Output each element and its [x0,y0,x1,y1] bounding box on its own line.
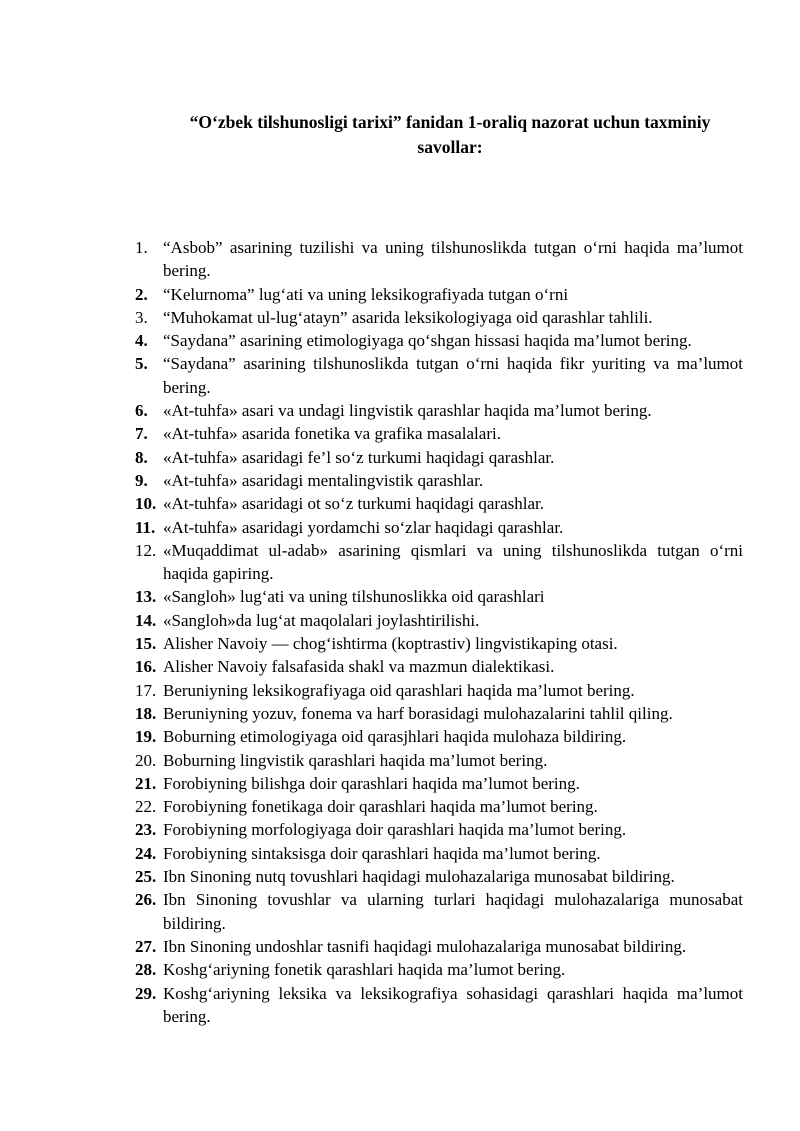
list-item [135,446,743,469]
list-item-number: 27. [135,936,157,956]
list-item-number: 20. [135,750,157,770]
list-item-number: 29. [135,983,157,1003]
list-item-number: 24. [135,843,157,863]
list-item-text: «At-tuhfa» asarida fonetika va grafika masalalari. [163,424,501,444]
list-item-text: Forobiyning fonetikaga doir qarashlari haqida ma’lumot bering. [163,797,598,817]
list-item [135,609,743,632]
list-item-text: «At-tuhfa» asari va undagi lingvistik qarashlar haqida ma’lumot bering. [163,401,652,421]
list-item-text: Boburning etimologiyaga oid qarasjhlari haqida mulohaza bildiring. [163,727,627,747]
list-item-number: 14. [135,610,157,630]
list-item-number: 6. [135,401,148,421]
list-item [135,795,743,818]
list-item-text: “Asbob” asarining tuzilishi va uning tilshunoslikda tutgan o‘rni haqida ma’lumot bering. [163,238,743,281]
list-item-number: 18. [135,703,157,723]
list-item-text: «At-tuhfa» asaridagi fe’l so‘z turkumi haqidagi qarashlar. [163,447,555,467]
list-item [135,632,743,655]
list-item-number: 5. [135,354,148,374]
list-item-number: 28. [135,960,157,980]
list-item-text: «At-tuhfa» asaridagi ot so‘z turkumi haqidagi qarashlar. [163,494,544,514]
list-item-number: 13. [135,587,157,607]
list-item-text: Beruniyning yozuv, fonema va harf borasidagi mulohazalarini tahlil qiling. [163,703,673,723]
list-item-number: 3. [135,307,148,327]
list-item [135,283,743,306]
list-item [135,818,743,841]
list-item [135,655,743,678]
list-item [135,236,743,283]
list-item [135,422,743,445]
list-item [135,842,743,865]
list-item-text: Forobiyning bilishga doir qarashlari haqida ma’lumot bering. [163,773,580,793]
list-item-text: Boburning lingvistik qarashlari haqida ma’lumot bering. [163,750,548,770]
list-item-text: “Muhokamat ul-lug‘atayn” asarida leksikologiyaga oid qarashlar tahlili. [163,307,653,327]
list-item-text: Forobiyning morfologiyaga doir qarashlari haqida ma’lumot bering. [163,820,627,840]
list-item-text: “Kelurnoma” lug‘ati va uning leksikografiyada tutgan o‘rni [163,284,569,304]
list-item-text: Ibn Sinoning nutq tovushlari haqidagi mulohazalariga munosabat bildiring. [163,867,675,887]
list-item-number: 17. [135,680,157,700]
list-item-number: 11. [135,517,156,537]
list-item-text: «Sangloh» lug‘ati va uning tilshunoslikka oid qarashlari [163,587,545,607]
list-item-number: 7. [135,424,148,444]
list-item-text: Ibn Sinoning tovushlar va ularning turlari haqidagi mulohazalariga munosabat bildiring. [163,890,743,933]
list-item [135,725,743,748]
list-item-number: 1. [135,238,148,257]
list-item [135,958,743,981]
list-item-text: «Sangloh»da lug‘at maqolalari joylashtirilishi. [163,610,480,630]
list-item [135,772,743,795]
list-item-number: 4. [135,331,148,351]
list-item [135,865,743,888]
question-list [135,236,743,1028]
list-item [135,679,743,702]
list-item-text: Koshg‘ariyning fonetik qarashlari haqida ma’lumot bering. [163,960,566,980]
list-item [135,516,743,539]
title-line-2: savollar: [417,137,483,157]
list-item-text: “Saydana” asarining etimologiyaga qo‘shgan hissasi haqida ma’lumot bering. [163,331,692,351]
list-item [135,352,743,399]
list-item-text: «Muqaddimat ul-adab» asarining qismlari va uning tilshunoslikda tutgan o‘rni haqida gapiring. [163,540,743,584]
list-item-text: Beruniyning leksikografiyaga oid qarashlari haqida ma’lumot bering. [163,680,635,700]
list-item-text: Alisher Navoiy — chog‘ishtirma (koptrastiv) lingvistikaping otasi. [163,634,618,654]
list-item-number: 21. [135,773,157,793]
list-item-number: 19. [135,727,157,747]
list-item [135,982,743,1029]
list-item [135,749,743,772]
list-item-number: 22. [135,797,157,817]
list-item-number: 26. [135,890,157,910]
list-item-number: 9. [135,470,148,490]
list-item-number: 2. [135,284,148,304]
list-item-number: 16. [135,657,157,677]
list-item-number: 23. [135,820,157,840]
list-item [135,469,743,492]
list-item-text: Koshg‘ariyning leksika va leksikografiya sohasidagi qarashlari haqida ma’lumot bering. [163,983,743,1026]
list-item [135,539,743,586]
list-item-text: «At-tuhfa» asaridagi mentalingvistik qarashlar. [163,470,484,490]
list-item-number: 12. [135,540,157,560]
list-item-text: “Saydana” asarining tilshunoslikda tutgan o‘rni haqida fikr yuriting va ma’lumot bering. [163,354,743,397]
list-item-text: «At-tuhfa» asaridagi yordamchi so‘zlar haqidagi qarashlar. [163,517,564,537]
list-item [135,306,743,329]
list-item-number: 25. [135,867,157,887]
title-line-1: “O‘zbek tilshunosligi tarixi” fanidan 1-oraliq nazorat uchun taxminiy [189,112,711,132]
list-item [135,399,743,422]
list-item [135,585,743,608]
list-item-text: Ibn Sinoning undoshlar tasnifi haqidagi mulohazalariga munosabat bildiring. [163,936,687,956]
document-title [150,110,750,160]
list-item [135,702,743,725]
list-item [135,888,743,935]
list-item-text: Forobiyning sintaksisga doir qarashlari haqida ma’lumot bering. [163,843,601,863]
list-item [135,329,743,352]
list-item [135,935,743,958]
list-item-number: 15. [135,634,157,654]
list-item-number: 10. [135,494,157,514]
list-item-text: Alisher Navoiy falsafasida shakl va mazmun dialektikasi. [163,657,555,677]
list-item-number: 8. [135,447,148,467]
list-item [135,492,743,515]
